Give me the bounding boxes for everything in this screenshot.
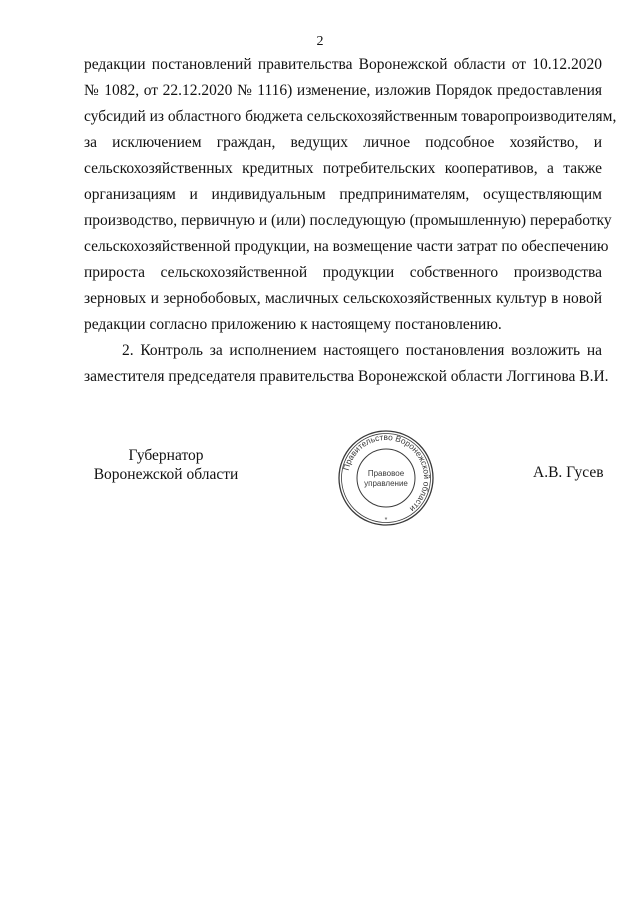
signer-position: [86, 446, 246, 484]
body-line: прироста сельскохозяйственной продукции собственного производства: [84, 264, 602, 281]
signature-block: [0, 431, 640, 526]
signer-position-line: Губернатор: [128, 447, 204, 464]
body-line: редакции согласно приложению к настоящему постановлению.: [84, 316, 502, 333]
body-line: зерновых и зернобобовых, масличных сельскохозяйственных культур в новой: [84, 290, 602, 307]
body-line: сельскохозяйственных кредитных потребительских кооперативов, а также: [84, 160, 602, 177]
body-line: редакции постановлений правительства Воронежской области от 10.12.2020: [84, 56, 602, 73]
paragraph-2-line: заместителя председателя правительства Воронежской области Логгинова В.И.: [84, 368, 609, 385]
body-line: за исключением граждан, ведущих личное подсобное хозяйство, и: [84, 134, 602, 151]
signer-name: А.В. Гусев: [533, 464, 604, 481]
stamp-star-icon: *: [384, 517, 388, 524]
official-stamp: [336, 428, 436, 528]
body-line: № 1082, от 22.12.2020 № 1116) изменение, изложив Порядок предоставления: [84, 82, 602, 99]
body-line: сельскохозяйственной продукции, на возмещение части затрат по обеспечению: [84, 238, 609, 255]
body-line: производство, первичную и (или) последующую (промышленную) переработку: [84, 212, 612, 229]
stamp-outer-ring: [339, 431, 433, 525]
paragraph-2-line: 2. Контроль за исполнением настоящего постановления возложить на: [122, 342, 602, 359]
page-number: 2: [316, 34, 324, 49]
signer-position-line: Воронежской области: [93, 466, 239, 483]
stamp-center-text: управление: [364, 479, 408, 488]
body-line: организациям и индивидуальным предпринимателям, осуществляющим: [84, 186, 602, 203]
body-line: субсидий из областного бюджета сельскохозяйственным товаропроизводителям,: [84, 108, 617, 125]
stamp-outer-text: Правительство Воронежской области: [340, 431, 433, 515]
stamp-center-text: Правовое: [367, 469, 405, 478]
stamp-center-ring: [357, 449, 415, 507]
document-body: [84, 52, 617, 390]
